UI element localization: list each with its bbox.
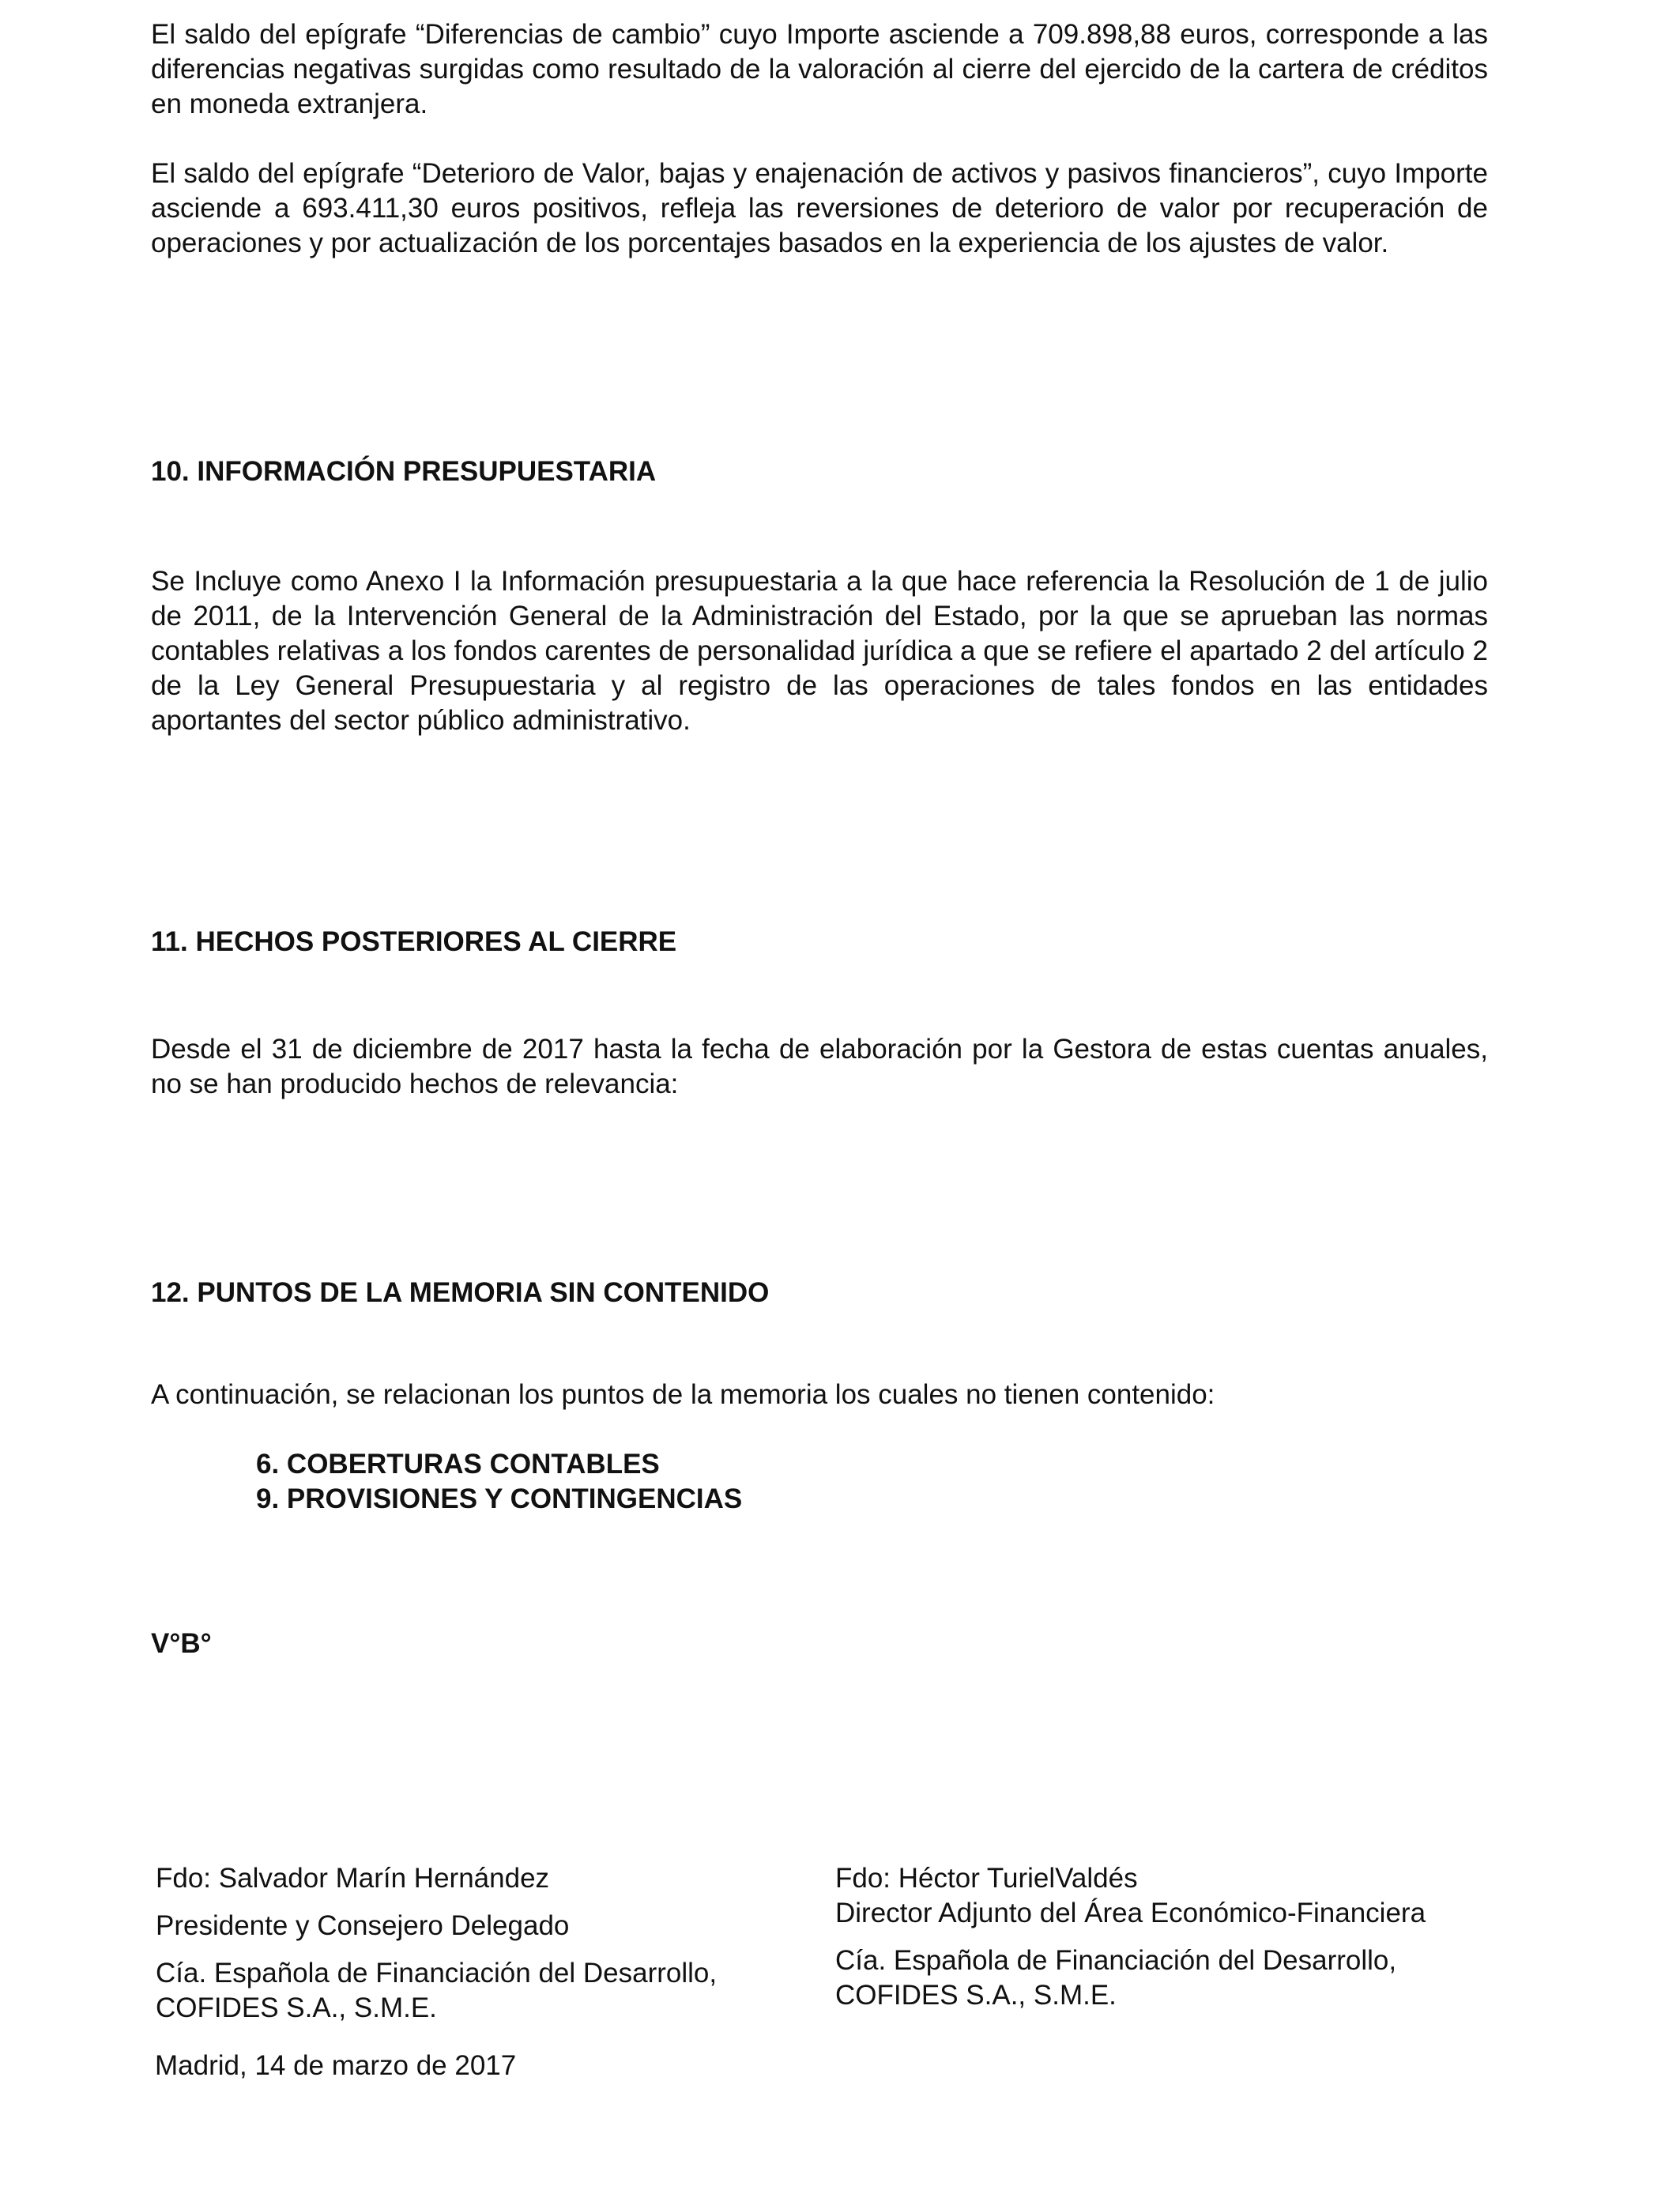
signatory-company-short: COFIDES S.A., S.M.E. xyxy=(835,1980,1117,2011)
section-10-body: Se Incluye como Anexo I la Información presupuestaria a la que hace referencia la Resolución de 1 de julio de 2011, de la Intervención General de la Administración del Estado, por la que se aprueban las normas contables relativas a los fondos carentes de personalidad jurídica a que se refiere el apartado 2 del artículo 2 de la Ley General Presupuestaria y al registro de las operaciones de tales fondos en las entidades aportantes del sector público administrativo. xyxy=(151,566,1488,736)
signatory-name: Fdo: Salvador Marín Hernández xyxy=(156,1863,550,1894)
approval-mark: V°B° xyxy=(151,1628,212,1659)
signatory-name: Fdo: Héctor TurielValdés xyxy=(835,1863,1138,1894)
signature-block-right xyxy=(835,1861,1483,2013)
signatory-company: Cía. Española de Financiación del Desarrollo, xyxy=(835,1945,1397,1976)
list-item: 9. PROVISIONES Y CONTINGENCIAS xyxy=(256,1483,743,1514)
signatory-position: Presidente y Consejero Delegado xyxy=(156,1910,570,1941)
list-item: 6. COBERTURAS CONTABLES xyxy=(256,1449,660,1480)
signatory-company-short: COFIDES S.A., S.M.E. xyxy=(156,1992,437,2023)
paragraph-deterioro-valor: El saldo del epígrafe “Deterioro de Valor, bajas y enajenación de activos y pasivos financieros”, cuyo Importe asciende a 693.411,30 euros positivos, refleja las reversiones de deterioro de valor por recuperación de operaciones y por actualización de los porcentajes basados en la experiencia de los ajustes de valor. xyxy=(151,158,1488,258)
empty-points-list xyxy=(256,1447,742,1517)
paragraph-diferencias-cambio: El saldo del epígrafe “Diferencias de cambio” cuyo Importe asciende a 709.898,88 euros, corresponde a las diferencias negativas surgidas como resultado de la valoración al cierre del ejercido de la cartera de créditos en moneda extranjera. xyxy=(151,19,1488,119)
place-date: Madrid, 14 de marzo de 2017 xyxy=(155,2050,517,2081)
section-10-heading: 10. INFORMACIÓN PRESUPUESTARIA xyxy=(151,456,657,487)
section-12-heading: 12. PUNTOS DE LA MEMORIA SIN CONTENIDO xyxy=(151,1277,770,1308)
signature-block-left xyxy=(156,1861,804,2026)
signatory-company: Cía. Española de Financiación del Desarrollo, xyxy=(156,1958,718,1989)
section-11-heading: 11. HECHOS POSTERIORES AL CIERRE xyxy=(151,926,677,957)
signatory-position: Director Adjunto del Área Económico-Financiera xyxy=(835,1898,1426,1928)
section-11-body: Desde el 31 de diciembre de 2017 hasta la fecha de elaboración por la Gestora de estas cuentas anuales, no se han producido hechos de relevancia: xyxy=(151,1034,1488,1099)
section-12-body: A continuación, se relacionan los puntos de la memoria los cuales no tienen contenido: xyxy=(151,1379,1215,1410)
